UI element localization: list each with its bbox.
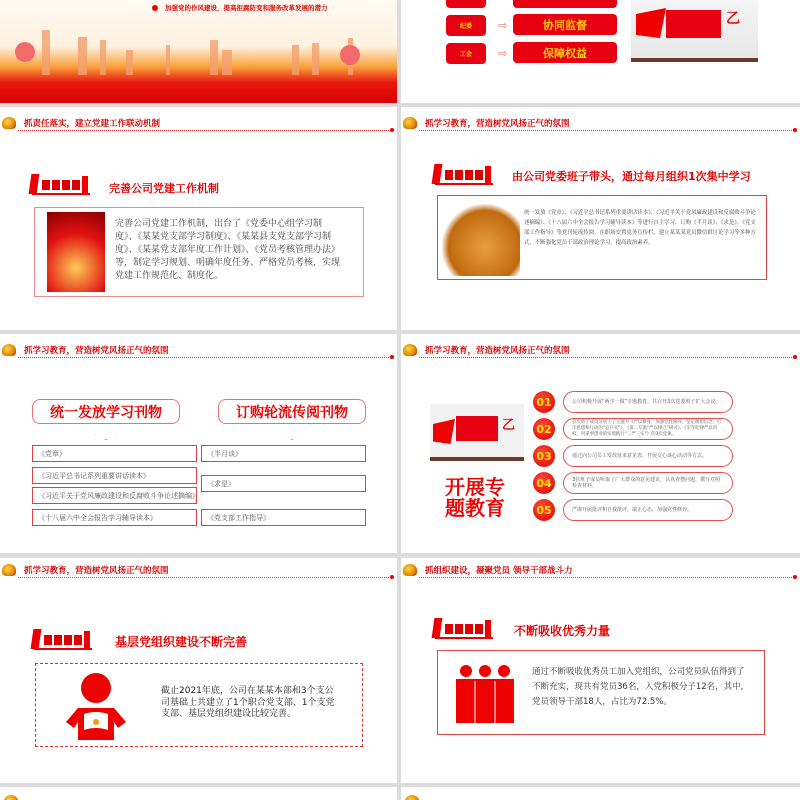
statue-image bbox=[442, 204, 520, 276]
publication-item: 《习近平总书记系列重要讲话读本》 bbox=[32, 467, 197, 484]
slide-special-education[interactable] bbox=[401, 334, 800, 553]
content-box bbox=[35, 663, 363, 747]
section-body: 通过不断吸收优秀员工加入党组织，公司党员队伍得到了不断充实，现共有党员36名，入党积极分子12名，其中,党员领导干部18人，占比为72.5%。 bbox=[532, 667, 745, 707]
slide-org-flow[interactable] bbox=[401, 0, 800, 103]
city-skyline-image bbox=[0, 20, 397, 75]
reader-figure-icon bbox=[56, 670, 136, 740]
header-divider bbox=[18, 577, 393, 578]
slide-header: 抓组织建设，凝聚党员 领导干部战斗力 bbox=[425, 566, 573, 576]
party-wall-image: 乙 bbox=[430, 404, 524, 461]
slide-header: 抓学习教育，营造树党风扬正气的氛围 bbox=[425, 346, 570, 356]
slide-grassroots[interactable] bbox=[0, 558, 397, 783]
title-line: 开展专 bbox=[445, 475, 505, 499]
publication-item: 《求是》 bbox=[201, 475, 366, 492]
slide-header: 抓学习教育，营造树党风扬正气的氛围 bbox=[24, 346, 169, 356]
arrow-down-icon bbox=[281, 430, 303, 440]
slide-big-title bbox=[445, 477, 505, 519]
slide-partial[interactable] bbox=[0, 787, 397, 800]
publication-item: 《十八届六中全会报告学习辅导读本》 bbox=[32, 509, 197, 526]
slide-banner[interactable] bbox=[0, 0, 397, 103]
party-emblem-icon bbox=[405, 795, 419, 800]
org-label-box bbox=[446, 0, 486, 8]
publication-item: 《半月谈》 bbox=[201, 445, 366, 462]
ribbon-decoration-icon bbox=[433, 618, 493, 640]
step-item: 通过向公司员工发放征求意见表、开展交心谈心活动等方式。 bbox=[563, 445, 733, 467]
section-subtitle: 完善公司党建工作机制 bbox=[109, 182, 219, 195]
arrow-right-icon: ⇨ bbox=[498, 47, 508, 60]
org-action-box: 协同监督 bbox=[513, 14, 617, 35]
org-action-box bbox=[513, 0, 617, 8]
slide-publications[interactable] bbox=[0, 334, 397, 553]
step-number-badge: 02 bbox=[533, 418, 555, 440]
slide-monthly-study[interactable] bbox=[401, 107, 800, 330]
party-emblem-icon bbox=[2, 117, 16, 129]
publication-item: 《党支部工作指导》 bbox=[201, 509, 366, 526]
section-body: 统一发放《党章》、《习近平总书记系列重要讲话读本》、《习近平关于党风廉政建设和反腐败斗争论述摘编》、《十八届六中全会报告学习辅导读本》等进行自主学习、订购《半月谈》、《求是》、《党支部工作指导》等党刊轮流传阅、在职场安置党务宣传栏、建立某某某党员微信群讨论学习等多种方式，不断强化党员干部政治理论学习，提高政治素养。 bbox=[524, 210, 756, 246]
slide-header: 抓学习教育，营造树党风扬正气的氛围 bbox=[425, 119, 570, 129]
org-label-box: 工会 bbox=[446, 43, 486, 64]
step-item: 公司积极开展“两学一做”专题教育，共召开3次党委班子扩大会议。 bbox=[563, 391, 733, 413]
step-number-badge: 04 bbox=[533, 472, 555, 494]
section-subtitle: 基层党组织建设不断完善 bbox=[115, 635, 248, 649]
party-emblem-icon bbox=[2, 564, 16, 576]
slide-recruitment[interactable] bbox=[401, 558, 800, 783]
step-item: 3位班子成员听取了广大群众的意见建议，认真查摆问题，撰写对照检查材料。 bbox=[563, 472, 733, 494]
header-divider bbox=[419, 130, 796, 131]
arrow-right-icon: ⇨ bbox=[498, 19, 508, 32]
step-number-badge: 01 bbox=[533, 391, 555, 413]
section-body: 完善公司党建工作机制，出台了《党委中心组学习制度》、《某某党支部学习制度》、《某某县支党支部学习制度》、《某某党支部年度工作计划》、《党员考核管理办法》等，制定学习规划、明确年度任务、严格党员考核，实现党建工作规范化、制度化。 bbox=[115, 219, 341, 282]
slide-header: 抓责任落实，建立党建工作联动机制 bbox=[24, 119, 161, 129]
ribbon-decoration-icon bbox=[32, 629, 92, 651]
step-item: 首次班子成员分别上了主题为《严以修身，加强党性修养，坚定理想信念，打牢思想和行动的“总开关”》、《第二专题“严以律己”研讨》、《军军纪律严以用权，用谋事创业的实绩践行“三严三实”》的3次党课。 bbox=[563, 418, 733, 440]
slide-partial[interactable] bbox=[401, 787, 800, 800]
party-wall-image: 乙 bbox=[631, 0, 758, 62]
party-emblem-icon bbox=[2, 344, 16, 356]
slide-work-mechanism[interactable] bbox=[0, 107, 397, 330]
content-box bbox=[437, 195, 767, 280]
people-group-icon bbox=[455, 663, 515, 725]
title-line: 题教育 bbox=[445, 496, 505, 520]
ribbon-decoration-icon bbox=[30, 174, 90, 196]
header-divider bbox=[419, 357, 796, 358]
content-box bbox=[34, 207, 364, 297]
party-emblem-image bbox=[47, 212, 105, 292]
banner-text: 加强党的作风建设，提高拒腐防变和服务改革发展的潜力 bbox=[165, 4, 328, 12]
section-subtitle: 不断吸收优秀力量 bbox=[514, 624, 611, 638]
party-emblem-icon bbox=[403, 117, 417, 129]
ribbon-decoration-icon bbox=[433, 164, 493, 186]
step-number-badge: 05 bbox=[533, 499, 555, 521]
org-action-box: 保障权益 bbox=[513, 42, 617, 63]
org-label-box: 纪委 bbox=[446, 15, 486, 36]
party-emblem-icon bbox=[403, 564, 417, 576]
header-divider bbox=[18, 357, 393, 358]
section-subtitle: 由公司党委班子带头，通过每月组织1次集中学习 bbox=[512, 170, 751, 183]
header-divider bbox=[419, 577, 796, 578]
content-box bbox=[437, 650, 765, 735]
right-column-title: 订购轮流传阅刊物 bbox=[218, 399, 366, 424]
slide-header: 抓学习教育，营造树党风扬正气的氛围 bbox=[24, 566, 169, 576]
header-divider bbox=[18, 130, 393, 131]
publication-item: 《党章》 bbox=[32, 445, 197, 462]
arrow-down-icon bbox=[95, 430, 117, 440]
section-body: 截止2021年底，公司在某某本部和3个支公司基础上共建立了1个职合党支部、1个支党支部、基层党组织建设比较完善。 bbox=[161, 686, 335, 720]
step-number-badge: 03 bbox=[533, 445, 555, 467]
left-column-title: 统一发放学习刊物 bbox=[32, 399, 180, 424]
party-emblem-icon bbox=[403, 344, 417, 356]
step-item: 严肃开展批评和自我批评，端正心态，加强党性修养。 bbox=[563, 499, 733, 521]
bullet-dot-icon bbox=[152, 5, 158, 11]
party-emblem-icon bbox=[4, 795, 18, 800]
publication-item: 《习近平关于党风廉政建设和反腐败斗争论述摘编》 bbox=[32, 487, 197, 504]
